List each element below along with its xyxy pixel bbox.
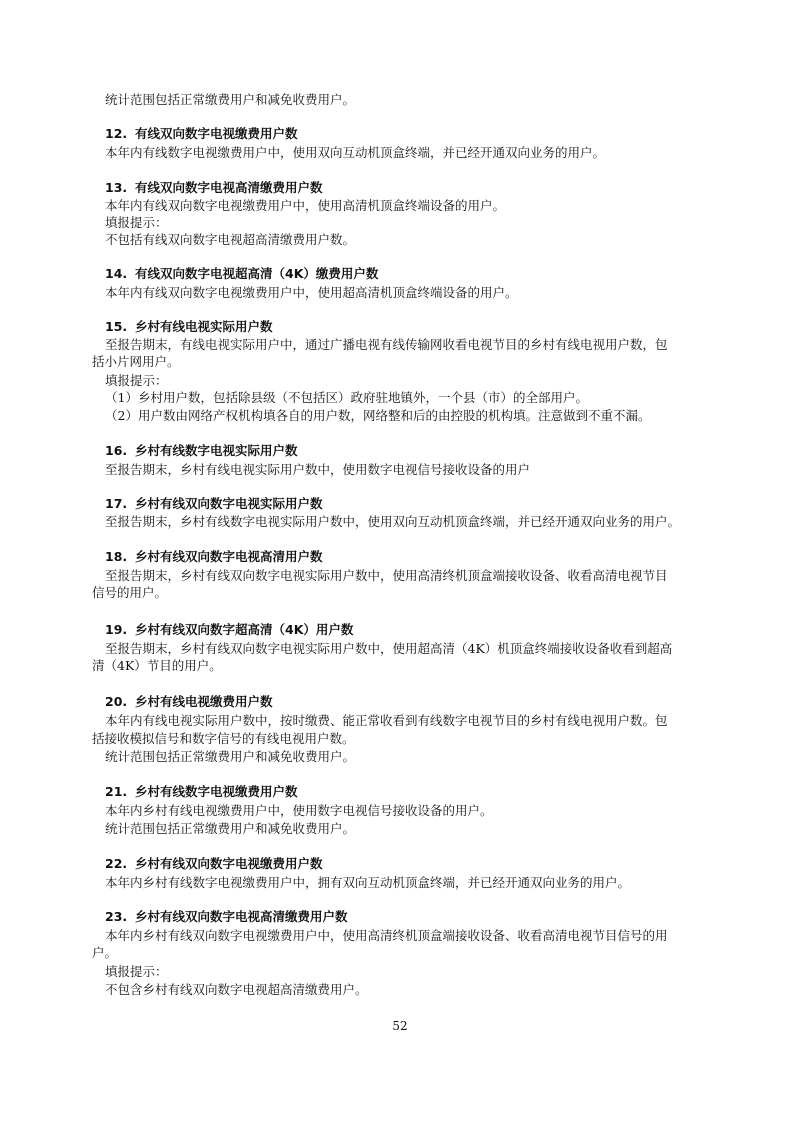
hint-line: （1）乡村用户数，包括除县级（不包括区）政府驻地镇外，一个县（市）的全部用户。 [105, 390, 588, 405]
body-line: 本年内乡村有线双向数字电视缴费用户中，使用高清终机顶盒端接收设备、收看高清电视节目信号的用 [105, 928, 668, 943]
section-heading [105, 856, 323, 872]
section-title: 乡村有线双向数字电视实际用户数 [135, 496, 323, 511]
section-title: 乡村有线电视缴费用户数 [135, 694, 273, 709]
section-heading [105, 694, 273, 710]
section-number: 22. [105, 856, 128, 871]
section-heading [105, 909, 348, 925]
section-heading [105, 549, 323, 565]
body-line: 本年内乡村有线电视缴费用户中，使用数字电视信号接收设备的用户。 [105, 803, 493, 818]
section-heading [105, 319, 273, 335]
body-line: 统计范围包括正常缴费用户和减免收费用户。 [105, 749, 356, 764]
body-line: 至报告期末，乡村有线双向数字电视实际用户数中，使用高清终机顶盒端接收设备、收看高清电视节目 [105, 568, 668, 583]
section-title: 乡村有线数字电视缴费用户数 [135, 784, 298, 799]
section-title: 乡村有线数字电视实际用户数 [135, 443, 298, 458]
section-number: 16. [105, 443, 128, 458]
section-heading [105, 784, 298, 800]
body-line: 至报告期末，乡村有线电视实际用户数中，使用数字电视信号接收设备的用户 [105, 462, 531, 477]
body-line: 本年内有线双向数字电视缴费用户中，使用高清机顶盒终端设备的用户。 [105, 198, 506, 213]
hint-label: 填报提示： [105, 964, 168, 979]
section-title: 有线双向数字电视高清缴费用户数 [135, 180, 323, 195]
section-title: 乡村有线双向数字超高清（4K）用户数 [135, 622, 354, 637]
body-line: 括小片网用户。 [92, 354, 180, 369]
section-number: 19. [105, 622, 128, 637]
section-number: 18. [105, 549, 128, 564]
section-number: 13. [105, 180, 128, 195]
section-number: 21. [105, 784, 128, 799]
section-title: 乡村有线双向数字电视高清缴费用户数 [135, 909, 348, 924]
section-title: 乡村有线双向数字电视缴费用户数 [135, 856, 323, 871]
hint-label: 填报提示： [105, 215, 168, 230]
section-number: 12. [105, 126, 128, 141]
section-title: 有线双向数字电视超高清（4K）缴费用户数 [135, 266, 379, 281]
page-number: 52 [392, 1019, 408, 1033]
body-line: 至报告期末，有线电视实际用户中，通过广播电视有线传输网收看电视节目的乡村有线电视用户数，包 [105, 337, 668, 352]
body-line: 信号的用户。 [92, 585, 168, 600]
body-line: 统计范围包括正常缴费用户和减免收费用户。 [105, 821, 356, 836]
section-number: 15. [105, 319, 128, 334]
body-line: 本年内有线双向数字电视缴费用户中，使用超高清机顶盒终端设备的用户。 [105, 285, 518, 300]
body-line: 本年内有线数字电视缴费用户中，使用双向互动机顶盒终端，并已经开通双向业务的用户。 [105, 145, 606, 160]
body-line: 本年内乡村有线数字电视缴费用户中，拥有双向互动机顶盒终端，并已经开通双向业务的用户。 [105, 875, 631, 890]
body-line: 清（4K）节目的用户。 [92, 658, 222, 673]
section-heading [105, 180, 323, 196]
body-line: 至报告期末，乡村有线双向数字电视实际用户数中，使用超高清（4K）机顶盒终端接收设备收看到超高 [105, 641, 673, 656]
body-line: 括接收模拟信号和数字信号的有线电视用户数。 [92, 731, 355, 746]
body-line: 户。 [92, 945, 118, 960]
section-heading [105, 266, 378, 282]
section-title: 乡村有线双向数字电视高清用户数 [135, 549, 323, 564]
section-heading [105, 126, 298, 142]
section-heading [105, 496, 323, 512]
body-line: 不包括有线双向数字电视超高清缴费用户数。 [105, 232, 356, 247]
section-number: 20. [105, 694, 128, 709]
section-number: 23. [105, 909, 128, 924]
hint-line: （2）用户数由网络产权机构填各自的用户数，网络整和后的由控股的机构填。注意做到不重不漏。 [105, 408, 651, 423]
section-title: 有线双向数字电视缴费用户数 [135, 126, 298, 141]
section-title: 乡村有线电视实际用户数 [135, 319, 273, 334]
body-line: 本年内有线电视实际用户数中，按时缴费、能正常收看到有线数字电视节目的乡村有线电视用户数。包 [105, 713, 668, 728]
hint-label: 填报提示： [105, 373, 168, 388]
body-line: 不包含乡村有线双向数字电视超高清缴费用户。 [105, 982, 368, 997]
section-number: 17. [105, 496, 128, 511]
section-heading [105, 622, 353, 638]
intro-line: 统计范围包括正常缴费用户和减免收费用户。 [105, 92, 356, 107]
section-number: 14. [105, 266, 128, 281]
body-line: 至报告期末，乡村有线数字电视实际用户数中，使用双向互动机顶盒终端，并已经开通双向业务的用户。 [105, 514, 681, 529]
section-heading [105, 443, 298, 459]
